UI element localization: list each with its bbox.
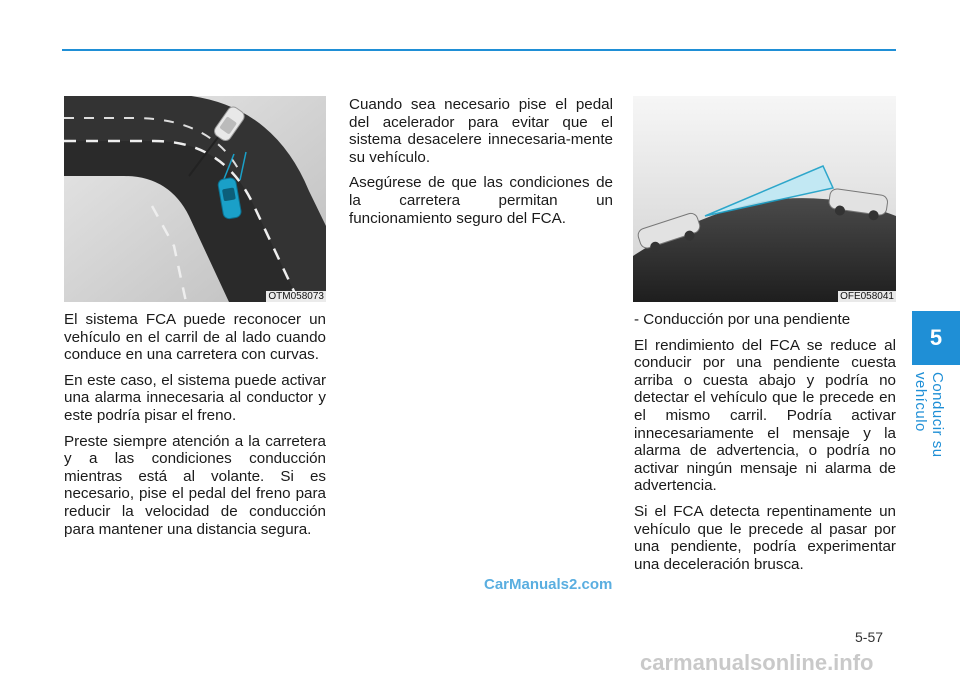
paragraph: En este caso, el sistema puede activar una alarma innecesaria al conductor y este podría pisar el freno. [64, 371, 326, 424]
hill-slope-detection-illustration-icon [633, 96, 896, 302]
footer-watermark: carmanualsonline.info [640, 650, 874, 675]
curved-road-lane-illustration-icon [64, 96, 326, 302]
page-number: 5-57 [855, 629, 884, 645]
figure-code: OTM058073 [268, 291, 324, 302]
paragraph: El rendimiento del FCA se reduce al conducir por una pendiente cuesta arriba o cuesta abajo y podría no detectar el vehículo que le precede en el mismo carril. Podría activar innecesariamente el mensaje y la alarma de advertencia, o podría no activar ningún mensaje ni alarma de advertencia. [634, 336, 896, 495]
paragraph: Si el FCA detecta repentinamente un vehículo que le precede al pasar por una pendiente, podría experimentar una deceleración brusca. [634, 502, 896, 573]
left-column-text [64, 311, 326, 546]
middle-column-text [349, 96, 613, 235]
site-watermark-link[interactable]: CarManuals2.com [484, 576, 613, 593]
subheading: - Conducción por una pendiente [634, 311, 851, 328]
figure-hill-slope [633, 96, 896, 302]
figure-code: OFE058041 [840, 291, 894, 302]
chapter-title: Conducir su vehículo [912, 372, 946, 458]
paragraph: Preste siempre atención a la carretera y a las condiciones conducción mientras está al volante. Si es necesario, pise el pedal del freno para reducir la velocidad de conducción para mantener una distancia segura. [64, 432, 326, 538]
paragraph: El sistema FCA puede reconocer un vehículo en el carril de al lado cuando conduce en una carretera con curvas. [64, 311, 326, 364]
figure-curved-road [64, 96, 326, 302]
paragraph: Asegúrese de que las condiciones de la carretera permitan un funcionamiento seguro del FCA. [349, 174, 613, 227]
header-rule [62, 49, 896, 51]
paragraph: Cuando sea necesario pise el pedal del acelerador para evitar que el sistema desacelere innecesaria-mente su vehículo. [349, 96, 613, 166]
chapter-number-tab[interactable]: 5 [912, 311, 960, 365]
right-column-text [634, 311, 896, 581]
